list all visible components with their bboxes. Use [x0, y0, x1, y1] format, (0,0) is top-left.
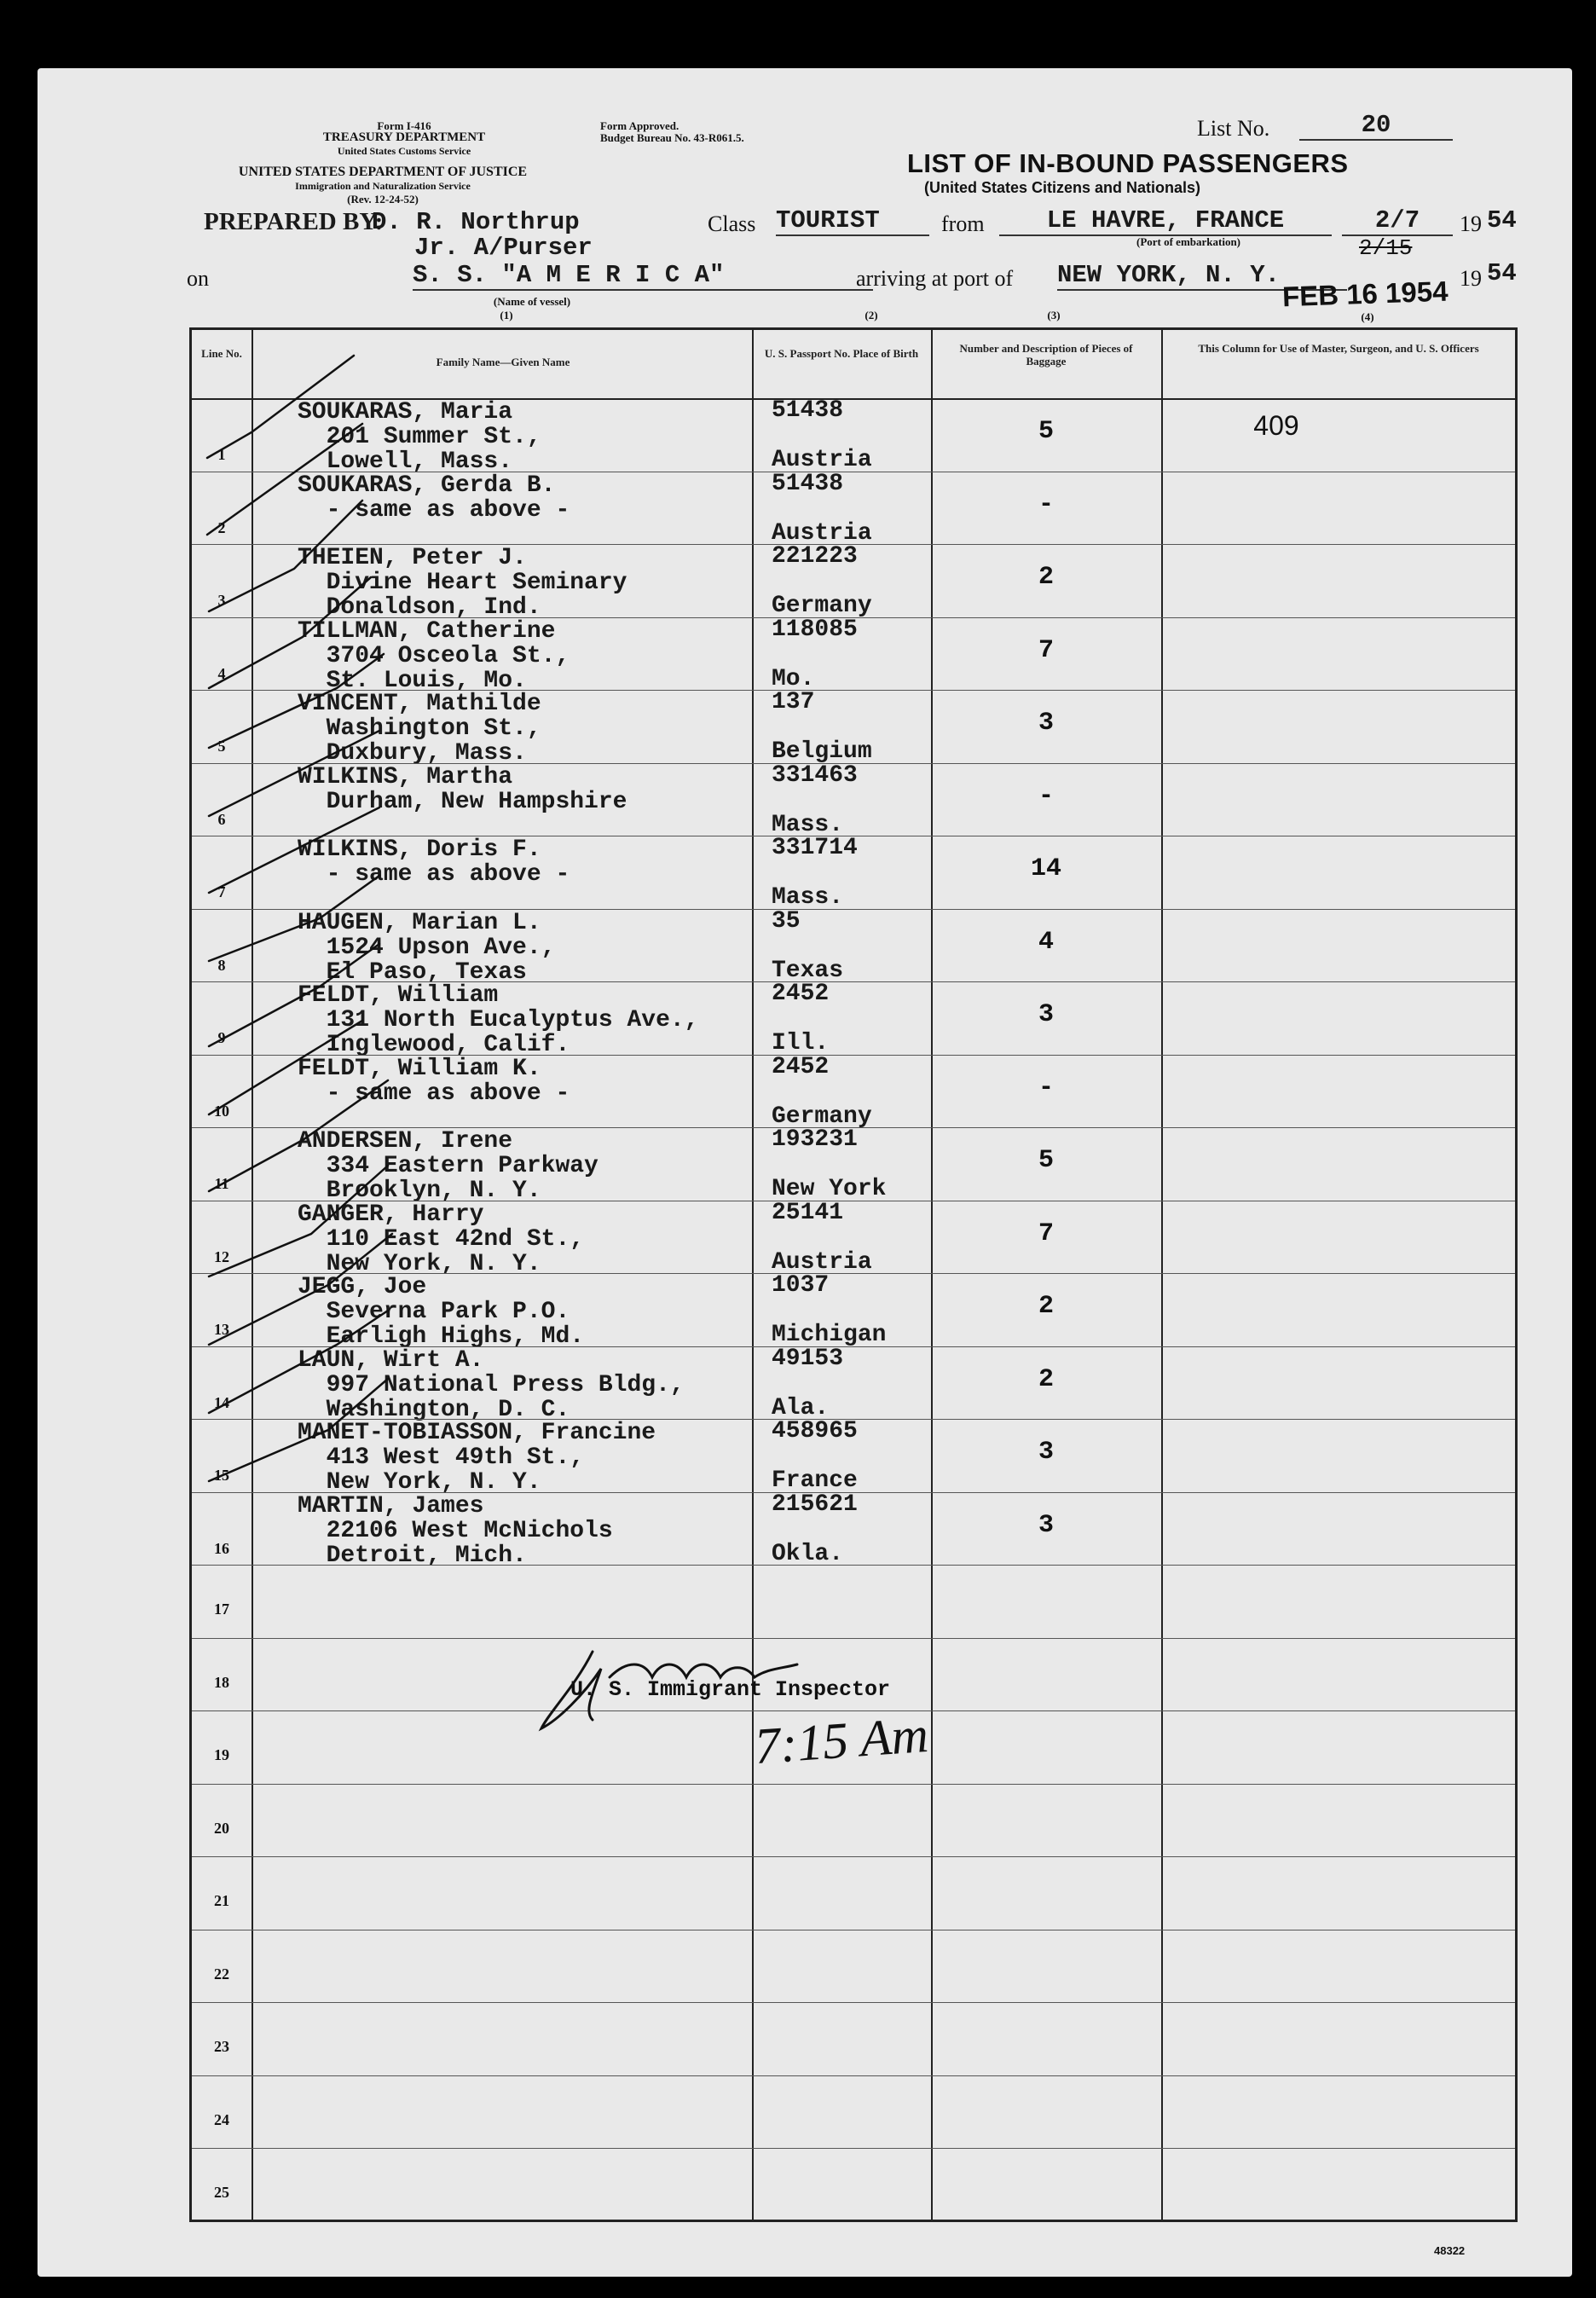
place-of-birth: Texas	[772, 957, 844, 984]
form-subtitle: (United States Citizens and Nationals)	[924, 179, 1201, 196]
line-number: 5	[217, 738, 226, 755]
form-number: Form I-416	[377, 119, 431, 132]
treasury-label: TREASURY DEPARTMENT	[322, 130, 486, 144]
prepared-by-title: Jr. A/Purser	[414, 234, 593, 262]
place-of-birth: Germany	[772, 1103, 872, 1130]
line-number: 10	[214, 1102, 229, 1120]
passenger-name-line: New York, N. Y.	[298, 1469, 541, 1496]
baggage-count: 3	[1038, 1438, 1054, 1467]
inspector-caption: U. S. Immigrant Inspector	[570, 1677, 891, 1702]
passport-number: 458965	[772, 1418, 858, 1444]
date-stamp: FEB 16 1954	[1281, 275, 1449, 313]
arriving-label: arriving at port of	[856, 266, 1014, 291]
passenger-name-line: FELDT, William	[298, 982, 499, 1009]
column-number-3: (3)	[1047, 309, 1061, 321]
place-of-birth: France	[772, 1467, 858, 1494]
passport-number: 331714	[772, 835, 858, 861]
line-number: 7	[217, 883, 226, 900]
place-of-birth: Ill.	[772, 1030, 830, 1056]
place-of-birth: Austria	[772, 519, 872, 547]
baggage-count: -	[1038, 781, 1054, 811]
officers-header: This Column for Use of Master, Surgeon, and U. S. Officers	[1198, 342, 1479, 355]
place-of-birth: Austria	[772, 447, 872, 473]
place-of-birth: Mo.	[772, 665, 815, 692]
passenger-name-line: Earligh Highs, Md.	[298, 1323, 585, 1350]
year-suffix-1: 54	[1487, 206, 1517, 234]
baggage-count: 7	[1038, 635, 1054, 665]
vessel-caption: (Name of vessel)	[493, 295, 571, 308]
list-no-value: 20	[1299, 111, 1453, 141]
passenger-name-line: GANGER, Harry	[298, 1201, 484, 1228]
baggage-count: 4	[1038, 927, 1054, 957]
passenger-name-line: FELDT, William K.	[298, 1055, 541, 1082]
passenger-name-line: VINCENT, Mathilde	[298, 691, 541, 717]
passenger-table	[189, 327, 1518, 2222]
baggage-count: 3	[1038, 1510, 1054, 1540]
passenger-name-line: 110 East 42nd St.,	[298, 1225, 585, 1253]
passenger-name-line: JEGG, Joe	[298, 1274, 427, 1300]
baggage-count: 2	[1038, 1292, 1054, 1321]
passport-number: 331463	[772, 761, 858, 789]
baggage-count: 7	[1038, 1218, 1054, 1248]
list-no-label: List No.	[1197, 116, 1270, 141]
passenger-name-line: - same as above -	[298, 496, 570, 524]
passenger-name-line: WILKINS, Doris F.	[298, 836, 541, 863]
class-label: Class	[708, 211, 756, 236]
line-number: 8	[217, 956, 226, 974]
place-of-birth: Austria	[772, 1248, 872, 1276]
rev-label: (Rev. 12-24-52)	[347, 193, 419, 205]
footer-code: 48322	[1434, 2244, 1466, 2257]
line-number: 17	[214, 1600, 229, 1618]
passenger-name-line: Donaldson, Ind.	[298, 594, 541, 621]
ins-label: Immigration and Naturalization Service	[295, 180, 471, 192]
passenger-name-line: 131 North Eucalyptus Ave.,	[298, 1007, 699, 1033]
prepared-by-label: PREPARED BY:	[204, 208, 384, 235]
from-value: LE HAVRE, FRANCE	[999, 206, 1332, 236]
passenger-name-line: TILLMAN, Catherine	[298, 617, 556, 645]
passenger-name-line: SOUKARAS, Gerda B.	[298, 472, 556, 499]
passport-number: 193231	[772, 1126, 858, 1153]
place-of-birth: New York	[772, 1176, 887, 1202]
manifest-page	[38, 68, 1572, 2277]
line-no-header: Line No.	[201, 347, 242, 360]
passport-number: 51438	[772, 397, 844, 424]
line-number: 13	[214, 1321, 229, 1338]
passenger-name-line: HAUGEN, Marian L.	[298, 909, 541, 936]
baggage-count: 5	[1038, 417, 1054, 446]
line-number: 6	[217, 810, 226, 828]
passenger-name-line: El Paso, Texas	[298, 958, 527, 986]
passenger-name-line: Washington, D. C.	[298, 1396, 570, 1423]
line-number: 2	[217, 518, 226, 536]
passenger-name-line: THEIEN, Peter J.	[298, 545, 527, 571]
customs-label: United States Customs Service	[337, 145, 471, 157]
passport-number: 118085	[772, 616, 858, 643]
baggage-count: 2	[1038, 1364, 1054, 1394]
passport-number: 221223	[772, 543, 858, 570]
passenger-name-line: Severna Park P.O.	[298, 1299, 570, 1325]
passenger-name-line: Divine Heart Seminary	[298, 570, 627, 596]
place-of-birth: Michigan	[772, 1322, 887, 1348]
passport-number: 49153	[772, 1345, 844, 1372]
line-number: 3	[217, 592, 226, 609]
passenger-name-line: Inglewood, Calif.	[298, 1032, 570, 1058]
passenger-name-line: - same as above -	[298, 1080, 570, 1107]
passenger-name-line: SOUKARAS, Maria	[298, 399, 513, 425]
baggage-count: 3	[1038, 1000, 1054, 1029]
place-of-birth: Ala.	[772, 1394, 830, 1421]
line-number: 23	[214, 2038, 229, 2055]
place-of-birth: Okla.	[772, 1540, 844, 1567]
passenger-name-line: LAUN, Wirt A.	[298, 1346, 484, 1374]
baggage-count: 3	[1038, 709, 1054, 738]
place-of-birth: Belgium	[772, 738, 872, 765]
table-row	[192, 1784, 1515, 1857]
place-of-birth: Mass.	[772, 811, 844, 838]
form-title: LIST OF IN-BOUND PASSENGERS	[907, 148, 1349, 178]
line-number: 14	[214, 1393, 229, 1411]
struck-date: 2/15	[1359, 235, 1413, 261]
line-number: 19	[214, 1746, 229, 1763]
from-label: from	[941, 211, 985, 236]
approval-label: Form Approved.	[600, 119, 679, 132]
passenger-name-line: 201 Summer St.,	[298, 424, 541, 450]
passenger-name-line: 413 West 49th St.,	[298, 1444, 585, 1471]
line-number: 25	[214, 2184, 229, 2201]
passenger-name-line: Lowell, Mass.	[298, 449, 513, 475]
table-row	[192, 2148, 1515, 2221]
year-suffix-2: 54	[1487, 259, 1517, 287]
passenger-name-line: WILKINS, Martha	[298, 763, 513, 790]
baggage-count: 5	[1038, 1146, 1054, 1175]
arrival-port: NEW YORK, N. Y.	[1057, 261, 1347, 291]
baggage-header: Number and Description of Pieces of Baggage	[959, 342, 1133, 368]
passport-number: 215621	[772, 1491, 858, 1518]
passenger-name-line: Washington St.,	[298, 715, 541, 742]
passenger-name-line: ANDERSEN, Irene	[298, 1128, 513, 1155]
name-header: Family Name—Given Name	[436, 356, 570, 368]
passport-header: U. S. Passport No. Place of Birth	[764, 347, 919, 360]
prepared-by-value: D. R. Northrup	[372, 208, 580, 236]
table-row	[192, 1930, 1515, 2003]
line-number: 24	[214, 2110, 229, 2128]
table-row	[192, 1565, 1515, 1638]
column-number-4: (4)	[1361, 310, 1374, 323]
passenger-name-line: Brooklyn, N. Y.	[298, 1178, 541, 1204]
check-marks	[192, 330, 789, 1524]
passenger-name-line: 22106 West McNichols	[298, 1517, 613, 1544]
baggage-count: 14	[1030, 854, 1061, 883]
baggage-count: -	[1038, 1073, 1054, 1103]
passenger-name-line: New York, N. Y.	[298, 1250, 541, 1277]
line-number: 16	[214, 1539, 229, 1557]
vessel-name: S. S. "A M E R I C A"	[413, 261, 873, 291]
line-number: 9	[217, 1029, 226, 1046]
passenger-name-line: MANET-TOBIASSON, Francine	[298, 1420, 656, 1446]
baggage-count: 2	[1038, 563, 1054, 592]
line-number: 4	[217, 664, 226, 682]
port-embarkation-caption: (Port of embarkation)	[1136, 235, 1241, 248]
budget-label: Budget Bureau No. 43-R061.5.	[600, 131, 744, 144]
justice-label: UNITED STATES DEPARTMENT OF JUSTICE	[238, 165, 528, 179]
line-number: 15	[214, 1467, 229, 1484]
passport-number: 2452	[772, 981, 830, 1007]
passenger-name-line: St. Louis, Mo.	[298, 667, 527, 694]
passenger-name-line: 997 National Press Bldg.,	[298, 1371, 685, 1398]
line-number: 20	[214, 1819, 229, 1837]
year-prefix-1: 19	[1460, 211, 1482, 236]
place-of-birth: Mass.	[772, 884, 844, 911]
line-number: 1	[217, 446, 226, 463]
line-number: 18	[214, 1673, 229, 1691]
passenger-name-line: Durham, New Hampshire	[298, 788, 627, 815]
on-label: on	[187, 266, 209, 291]
table-row	[192, 1856, 1515, 1930]
depart-date: 2/7	[1342, 206, 1453, 236]
column-number-1: (1)	[500, 309, 513, 321]
passenger-name-line: 1524 Upson Ave.,	[298, 934, 556, 961]
line-number: 11	[214, 1175, 229, 1192]
officer-note: 409	[1253, 410, 1299, 441]
passenger-name-line: 3704 Osceola St.,	[298, 642, 570, 669]
passenger-name-line: Duxbury, Mass.	[298, 740, 527, 767]
baggage-count: -	[1038, 489, 1054, 519]
passport-number: 25141	[772, 1199, 844, 1226]
year-prefix-2: 19	[1460, 266, 1482, 291]
passenger-name-line: Detroit, Mich.	[298, 1542, 527, 1569]
arrival-time: 7:15 Am	[752, 1705, 930, 1775]
passport-number: 1037	[772, 1272, 830, 1299]
passenger-name-line: MARTIN, James	[298, 1492, 484, 1519]
passport-number: 51438	[772, 470, 844, 497]
class-value: TOURIST	[776, 206, 929, 236]
passport-number: 35	[772, 907, 801, 935]
passenger-name-line: - same as above -	[298, 861, 570, 888]
place-of-birth: Germany	[772, 593, 872, 619]
line-number: 21	[214, 1892, 229, 1909]
table-row	[192, 2075, 1515, 2149]
line-number: 12	[214, 1247, 229, 1265]
passport-number: 2452	[772, 1053, 830, 1080]
table-row	[192, 2002, 1515, 2075]
column-number-2: (2)	[864, 309, 878, 321]
passenger-name-line: 334 Eastern Parkway	[298, 1153, 598, 1179]
passport-number: 137	[772, 689, 815, 715]
line-number: 22	[214, 1965, 229, 1983]
